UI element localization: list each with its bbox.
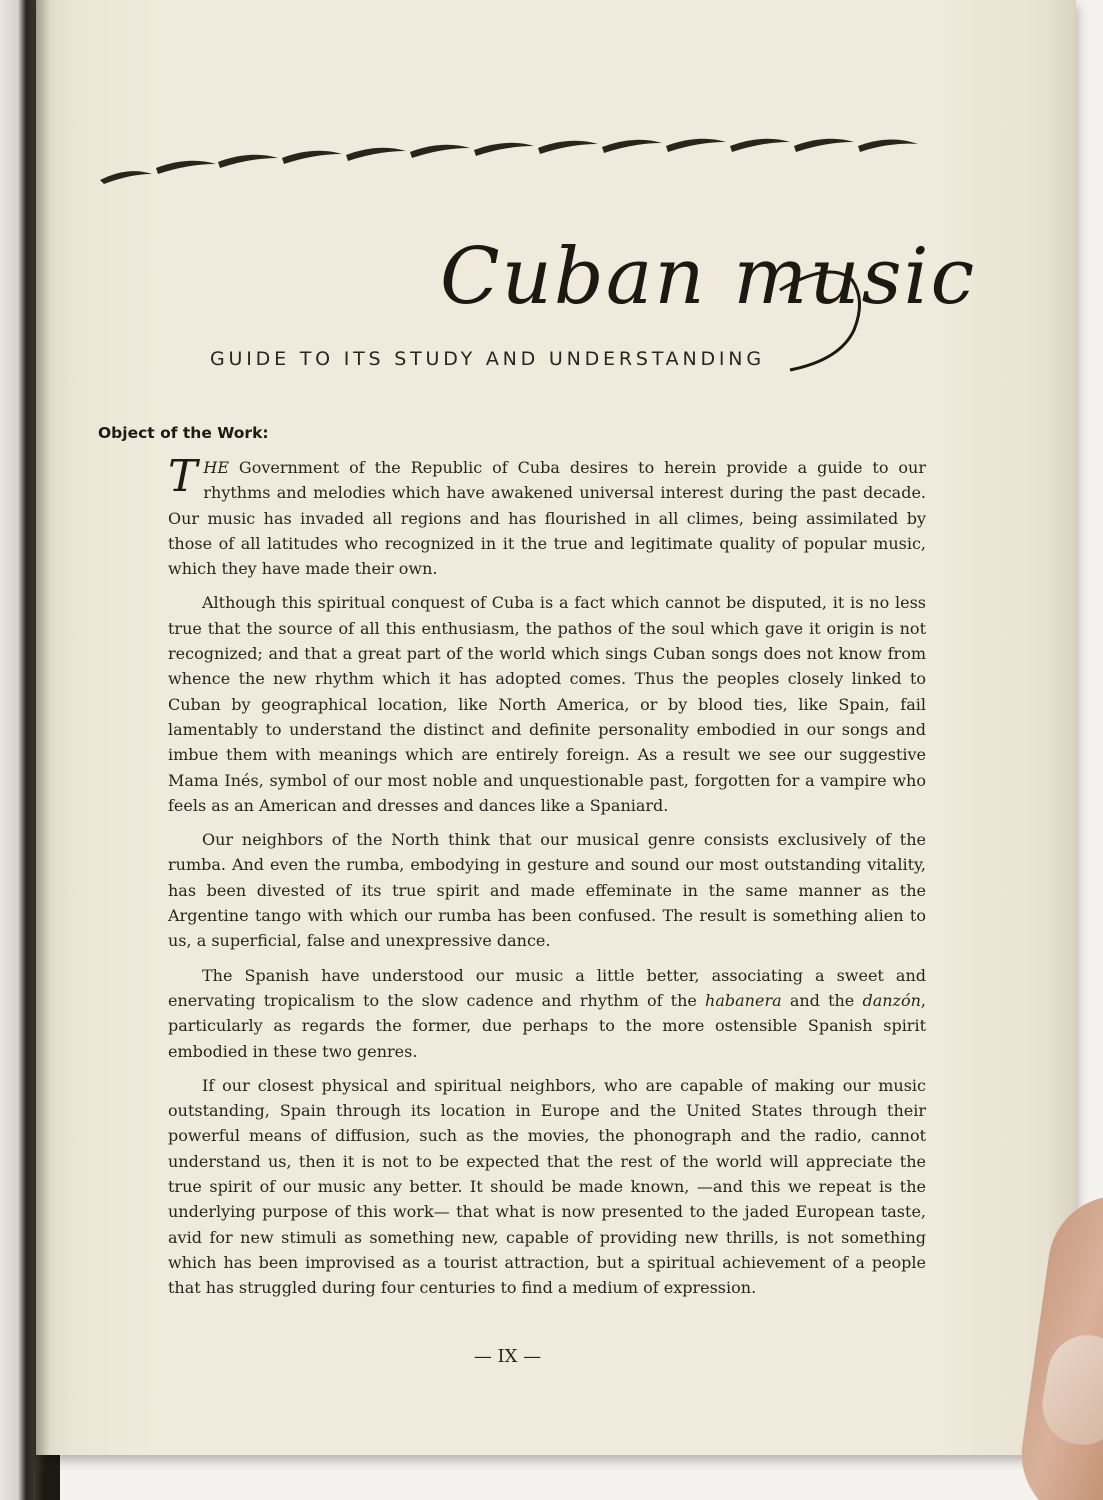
paragraph-1-text: Government of the Republic of Cuba desires to herein provide a guide to our rhythms and melodies which have awakened universal interest during the past decade. Our music has invaded all regions and has flourished in all climes, being assimilated by those of all latitudes who recognized in it the true and legitimate quality of popular music, which they have made their own. bbox=[168, 458, 926, 579]
first-word: HE bbox=[203, 458, 229, 477]
page-gutter-shadow bbox=[36, 0, 50, 1470]
paragraph-2: Although this spiritual conquest of Cuba is a fact which cannot be disputed, it is no less true that the source of all this enthusiasm, the pathos of the soul which gave it origin is not recognized; and that a great part of the world which sings Cuban songs does not know from whence the new rhythm which it has adopted comes. Thus the peoples closely linked to Cuban by geographical location, like North America, or by blood ties, like Spain, fail lamentably to understand the distinct and definite personality embodied in our songs and imbue them with meanings which are entirely foreign. As a result we see our suggestive Mama Inés, symbol of our most noble and unquestionable past, forgotten for a vampire who feels as an American and dresses and dances like a Spaniard. bbox=[168, 593, 926, 815]
drop-cap: T bbox=[168, 451, 198, 502]
decorative-wave-border bbox=[100, 130, 930, 190]
body-text bbox=[168, 451, 926, 1310]
paragraph-4-part-2: and the bbox=[789, 990, 855, 1010]
title-swash-flourish bbox=[770, 250, 870, 380]
paragraph-4 bbox=[168, 963, 926, 1064]
page-subtitle: GUIDE TO ITS STUDY AND UNDERSTANDING bbox=[210, 348, 765, 370]
paragraph-4-part-1: The Spanish have understood our music a little better, associating a sweet and enervating tropicalism to the slow cadence and rhythm of the bbox=[168, 965, 926, 1010]
paragraph-3: Our neighbors of the North think that our musical genre consists exclusively of the rumba. And even the rumba, embodying in gesture and sound our most outstanding vitality, has been divested of its true spirit and made effeminate in the same manner as the Argentine tango with which our rumba has been confused. The result is something alien to us, a superficial, false and unexpressive dance. bbox=[168, 830, 926, 951]
paragraph-1 bbox=[168, 451, 926, 581]
paragraph-5: If our closest physical and spiritual neighbors, who are capable of making our music outstanding, Spain through its location in Europe and the United States through their powerful means of diffusion, such as the movies, the phonograph and the radio, cannot understand us, then it is not to be expected that the rest of the world will appreciate the true spirit of our music any better. It should be made known, —and this we repeat is the underlying purpose of this work— that what is now presented to the jaded European taste, avid for new stimuli as something new, capable of providing new thrills, is not something which has been improvised as a tourist attraction, but a spiritual achievement of a people that has struggled during four centuries to find a medium of expression. bbox=[168, 1075, 926, 1298]
term-habanera: habanera bbox=[705, 990, 782, 1010]
page-title: Cuban music bbox=[440, 232, 977, 322]
page-number: — IX — bbox=[473, 1346, 542, 1367]
paragraph-4-part-3: , particularly as regards the former, due perhaps to the more ostensible Spanish spirit embodied in these two genres. bbox=[168, 990, 926, 1061]
term-danzon: danzón bbox=[862, 990, 921, 1010]
section-heading: Object of the Work: bbox=[98, 424, 269, 442]
